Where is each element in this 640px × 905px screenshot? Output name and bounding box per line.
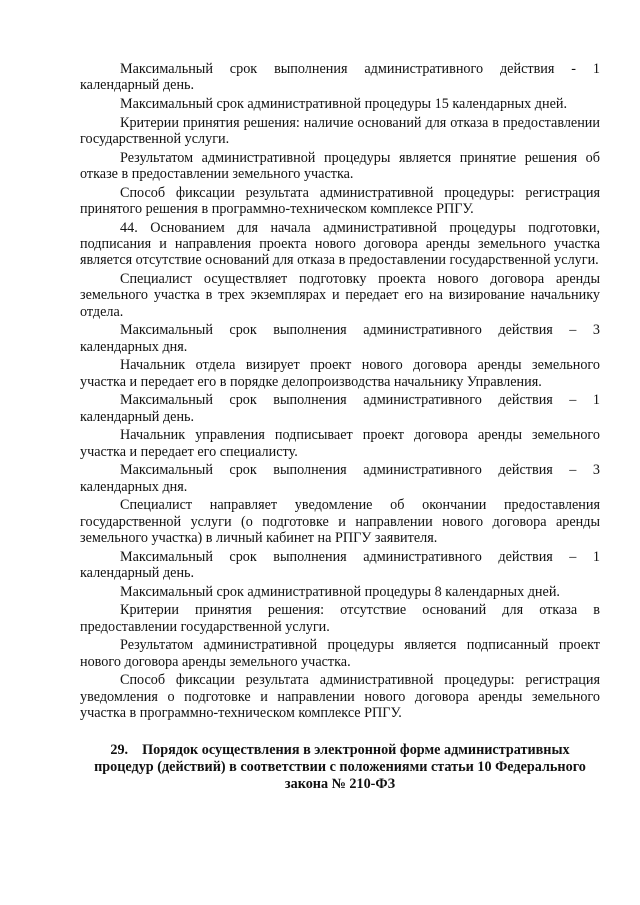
paragraph-16: Критерии принятия решения: отсутствие оснований для отказа в предоставлении государственной услуги. [80, 602, 600, 635]
document-body [80, 61, 600, 793]
paragraph-5: Способ фиксации результата административной процедуры: регистрация принятого решения в программно-техническом комплексе РПГУ. [80, 184, 600, 217]
paragraph-2: Максимальный срок административной процедуры 15 календарных дней. [120, 96, 568, 112]
paragraph-14: Максимальный срок выполнения административного действия – 1 календарный день. [80, 548, 600, 582]
paragraph-11: Начальник управления подписывает проект договора аренды земельного участка и передает его специалисту. [80, 427, 600, 460]
section-heading [80, 742, 600, 793]
paragraph-4: Результатом административной процедуры является принятие решения об отказе в предоставлении земельного участка. [80, 149, 600, 182]
paragraph-10: Максимальный срок выполнения административного действия – 1 календарный день. [80, 392, 600, 425]
section-number: 29. [110, 741, 129, 758]
paragraph-18: Способ фиксации результата административной процедуры: регистрация уведомления о подготовке и направлении нового договора аренды земельного участка в программно-техническом комплексе РПГУ. [80, 672, 600, 722]
paragraph-17: Результатом административной процедуры является подписанный проект нового договора аренды земельного участка. [80, 637, 600, 670]
section-title: Порядок осуществления в электронной форме административных процедур (действий) в соответствии с положениями статьи 10 Федерального закона № 210-ФЗ [94, 741, 586, 792]
paragraph-15: Максимальный срок административной процедуры 8 календарных дней. [120, 583, 560, 600]
paragraph-12: Максимальный срок выполнения административного действия – 3 календарных дня. [80, 462, 600, 495]
paragraph-7: Специалист осуществляет подготовку проекта нового договора аренды земельного участка в трех экземплярах и передает его на визирование начальнику отдела. [80, 271, 600, 320]
paragraph-9: Начальник отдела визирует проект нового договора аренды земельного участка и передает его в порядке делопроизводства начальнику Управления. [80, 357, 600, 390]
paragraph-3: Критерии принятия решения: наличие оснований для отказа в предоставлении государственной услуги. [80, 114, 600, 147]
paragraph-1: Максимальный срок выполнения административного действия - 1 календарный день. [80, 61, 600, 94]
paragraph-13: Специалист направляет уведомление об окончании предоставления государственной услуги (о подготовке и направлении нового договора аренды земельного участка) в личный кабинет на РПГУ заявителя. [80, 497, 600, 547]
paragraph-6: 44. Основанием для начала административной процедуры подготовки, подписания и направления проекта нового договора аренды земельного участка является отсутствие оснований для отказа в предоставлении государственной услуги. [80, 219, 600, 269]
paragraph-8: Максимальный срок выполнения административного действия – 3 календарных дня. [80, 322, 600, 355]
